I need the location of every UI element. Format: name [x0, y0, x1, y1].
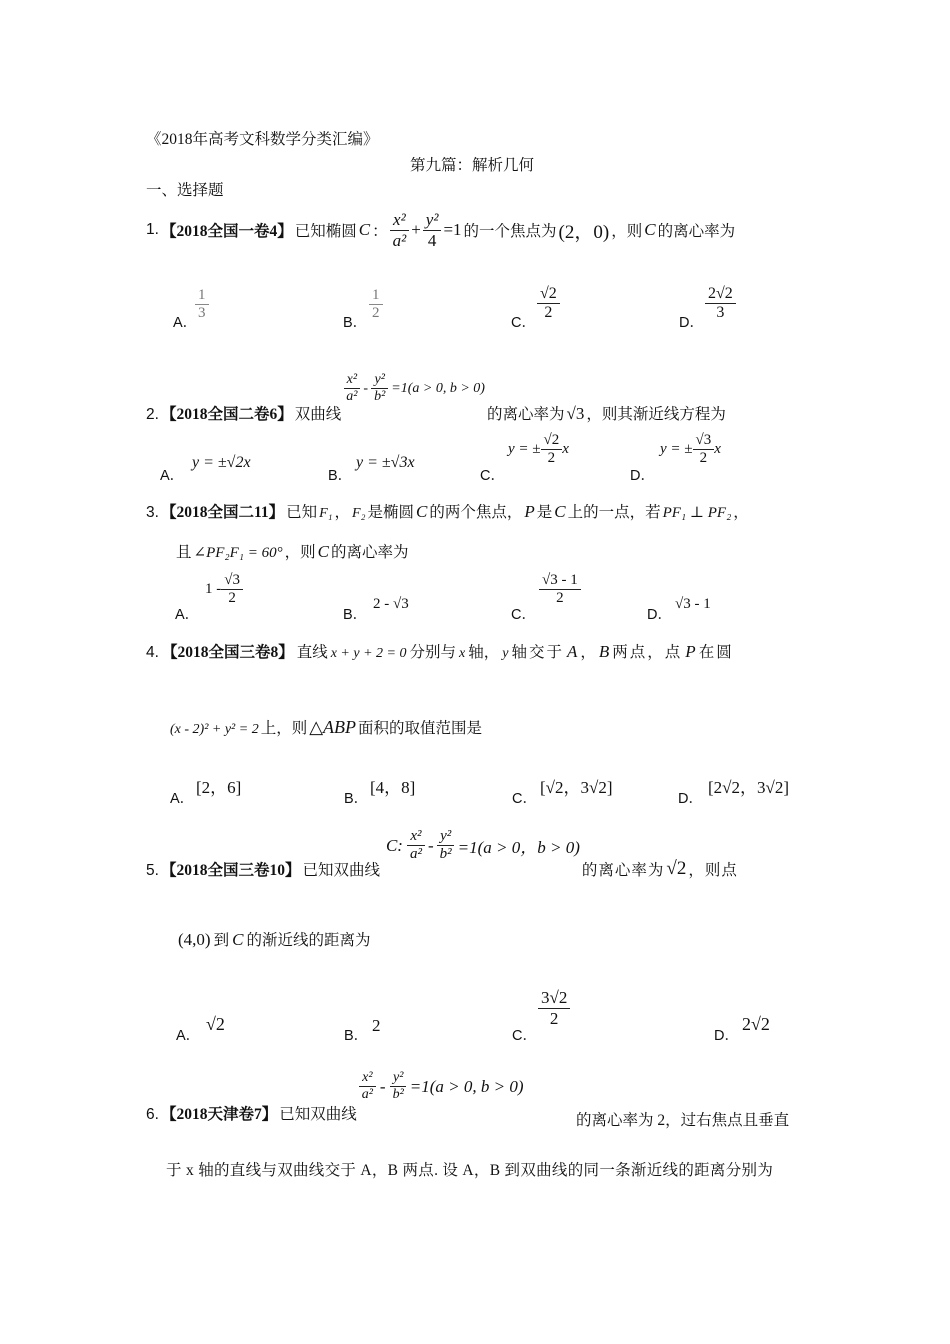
- question-3-line-2: [176, 540, 409, 562]
- q5-minus: -: [427, 835, 434, 855]
- section-title: 一、选择题: [146, 182, 224, 199]
- q2-option-b-value: y = ±√3x: [356, 454, 415, 471]
- q2-c-pre: y = ±: [508, 441, 541, 458]
- q4-option-b-label: B．: [344, 791, 369, 807]
- q2-minus: -: [363, 380, 369, 396]
- q2-frac-x: [343, 372, 360, 405]
- q6-frac-y-num: y²: [390, 1070, 406, 1087]
- q6-text-2: 的离心率为 2，过右焦点且垂直: [576, 1112, 790, 1129]
- q2-c-frac: [541, 432, 563, 468]
- q4-text-5: ，: [580, 644, 596, 661]
- q1-colon: ：: [372, 223, 388, 240]
- q3-a-frac: [221, 572, 243, 608]
- q3-option-a-value: [205, 572, 243, 608]
- q4-text-4: 轴交于: [511, 644, 564, 661]
- q1-frac-x-den: a²: [392, 230, 407, 250]
- q3-source: 【2018全国二11】: [160, 504, 285, 521]
- q2-condition: =1(a > 0, b > 0): [391, 380, 485, 396]
- q4-y: y: [502, 646, 509, 661]
- q4-option-d-label: D．: [678, 791, 703, 807]
- q6-equation: [359, 1070, 524, 1103]
- q3-p: P: [524, 502, 535, 521]
- q5-text-5: 的渐近线的距离为: [246, 932, 371, 949]
- q6-frac-x-num: x²: [359, 1070, 375, 1087]
- q3-text-7: ，则: [284, 544, 316, 561]
- q3-option-d-value: √3 - 1: [675, 596, 711, 612]
- q5-frac-y-num: y²: [437, 828, 454, 846]
- q3-c-num: √3 - 1: [539, 572, 581, 590]
- q1-equals: =1: [443, 220, 462, 239]
- q6-source: 【2018天津卷7】: [160, 1106, 278, 1123]
- q1-b-den: 2: [372, 305, 380, 322]
- q3-text-1: 已知: [286, 504, 318, 521]
- q5-option-b-label: B．: [344, 1028, 369, 1044]
- q1-option-a-label: A．: [173, 315, 198, 331]
- q5-c-num: 3√2: [538, 988, 570, 1009]
- q3-c2: C: [554, 502, 566, 521]
- q5-option-a-label: A．: [176, 1028, 201, 1044]
- q3-c-den: 2: [556, 590, 564, 607]
- q2-c-post: x: [562, 441, 569, 458]
- q1-d-den: 3: [716, 304, 725, 322]
- q4-a: A: [566, 642, 578, 661]
- q3-number: 3.: [146, 504, 159, 521]
- q1-c-num: √2: [537, 285, 560, 304]
- q3-c3: C: [317, 542, 329, 561]
- q3-text-4: 是: [536, 504, 553, 521]
- q2-frac-x-num: x²: [344, 372, 360, 389]
- q2-d-frac: [693, 432, 715, 468]
- q3-option-b-label: B．: [343, 607, 368, 623]
- chapter-title: 第九篇：解析几何: [410, 157, 535, 174]
- q5-source: 【2018全国三卷10】: [160, 862, 301, 879]
- q1-option-d-value: [705, 285, 736, 323]
- q4-b: B: [598, 642, 610, 661]
- q4-option-a-value: [2，6]: [196, 778, 242, 797]
- q6-line-2: 于 x 轴的直线与双曲线交于 A，B 两点. 设 A，B 到双曲线的同一条渐近线的距离分别为: [166, 1162, 774, 1179]
- q4-text-2: 分别与: [409, 644, 457, 661]
- q1-curve-name-2: C: [644, 220, 656, 239]
- q1-b-num: 1: [369, 287, 383, 305]
- q4-text-8: 上，则: [260, 720, 308, 737]
- q5-frac-x-den: a²: [409, 846, 422, 863]
- q5-condition: =1(a > 0，b > 0): [457, 838, 580, 858]
- q2-d-pre: y = ±: [660, 441, 693, 458]
- q5-text-3: ，则点: [688, 862, 738, 879]
- q4-text-6: 两点，点: [612, 644, 683, 661]
- q1-option-b-value: [369, 287, 383, 323]
- q1-option-a-value: [195, 287, 209, 323]
- question-4-line-2: [170, 716, 482, 738]
- q4-x: x: [459, 646, 466, 661]
- q1-options: [173, 285, 813, 337]
- q4-text-9: 面积的取值范围是: [358, 720, 483, 737]
- q1-source: 【2018全国一卷4】: [160, 223, 293, 240]
- q1-option-d-label: D．: [679, 315, 704, 331]
- q5-c-den: 2: [549, 1008, 559, 1028]
- q3-text-6: ，: [733, 504, 749, 521]
- question-2: [146, 372, 726, 432]
- q1-fraction-x: [390, 210, 410, 250]
- q4-source: 【2018全国三卷8】: [161, 644, 294, 661]
- q2-option-d-label: D．: [630, 468, 655, 484]
- q3-option-d-label: D．: [647, 607, 672, 623]
- q4-option-d-value: [2√2，3√2]: [708, 778, 789, 797]
- q6-frac-x: [359, 1070, 376, 1103]
- q5-option-a-value: √2: [206, 1014, 225, 1034]
- book-title: 《2018年高考文科数学分类汇编》: [146, 131, 379, 148]
- q2-d-den: 2: [699, 450, 708, 467]
- question-3: [146, 500, 749, 522]
- q3-c: C: [415, 502, 428, 521]
- q2-text-2: 的离心率为: [486, 406, 565, 423]
- q2-text-1: 双曲线: [294, 406, 342, 423]
- q4-text-7: 在圆: [698, 644, 734, 661]
- q1-frac-y-den: 4: [427, 230, 437, 250]
- q5-option-d-label: D．: [714, 1028, 739, 1044]
- q1-number: 1.: [146, 221, 159, 238]
- q3-text-3: 的两个焦点，: [429, 504, 523, 521]
- q3-option-c-label: C．: [511, 607, 536, 623]
- q1-c-den: 2: [544, 304, 553, 322]
- q5-option-b-value: 2: [372, 1016, 381, 1035]
- q4-triangle: △ABP: [309, 717, 357, 737]
- q1-plus: +: [411, 220, 421, 239]
- q2-frac-y: [371, 372, 388, 405]
- q3-a-num: √3: [221, 572, 243, 590]
- question-5: [146, 828, 738, 886]
- q5-options: [176, 988, 856, 1044]
- q3-a-den: 2: [228, 590, 236, 607]
- q1-option-b-label: B．: [343, 315, 368, 331]
- q2-option-b-label: B．: [328, 468, 353, 484]
- q2-frac-y-num: y²: [371, 372, 387, 389]
- q4-text-3: 轴，: [468, 644, 500, 661]
- q2-equation: [343, 372, 485, 405]
- q4-options: [170, 765, 850, 805]
- q1-text-1: 已知椭圆: [294, 223, 357, 240]
- q2-option-c-label: C．: [480, 468, 505, 484]
- q1-a-num: 1: [195, 287, 209, 305]
- q3-option-a-label: A．: [175, 607, 200, 623]
- q5-option-d-value: 2√2: [742, 1014, 770, 1034]
- q1-text-3: ，则: [611, 223, 643, 240]
- q3-text-5: 上的一点，若: [567, 504, 661, 521]
- q5-point: (4,0): [178, 930, 211, 949]
- q2-option-d-value: [660, 432, 721, 468]
- q3-option-b-value: 2 - √3: [373, 596, 409, 612]
- q3-option-c-value: [539, 572, 581, 608]
- q2-d-post: x: [714, 441, 721, 458]
- q4-option-a-label: A．: [170, 791, 195, 807]
- q5-equation: [386, 828, 580, 864]
- q3-a-pre: 1 -: [205, 581, 222, 598]
- q5-text-4: 到: [213, 932, 230, 949]
- q3-angle: ∠PF₂F₁ = 60°: [193, 545, 283, 561]
- q6-frac-y-den: b²: [392, 1087, 404, 1103]
- q2-frac-y-den: b²: [374, 389, 386, 405]
- q1-fraction-y: [423, 210, 442, 250]
- q1-text-2: 的一个焦点为: [463, 223, 557, 240]
- q3-sep: ，: [334, 504, 351, 521]
- q1-option-c-value: [537, 285, 560, 323]
- q1-text-4: 的离心率为: [657, 223, 736, 240]
- q4-circle: (x - 2)² + y² = 2: [170, 722, 259, 737]
- q4-p: P: [685, 642, 696, 661]
- question-6: [146, 1066, 524, 1126]
- q1-a-den: 3: [198, 305, 206, 322]
- q5-frac-x: [407, 828, 425, 864]
- q2-text-3: ，则其渐近线方程为: [586, 406, 726, 423]
- q6-frac-x-den: a²: [361, 1087, 373, 1103]
- question-1: [146, 200, 735, 260]
- q3-f2: F₂: [352, 506, 366, 521]
- q3-text-8: 的离心率为: [330, 544, 409, 561]
- q6-condition: =1(a > 0, b > 0): [409, 1076, 524, 1096]
- q4-option-c-label: C．: [512, 791, 537, 807]
- q2-option-a-value: y = ±√2x: [192, 454, 251, 471]
- q5-option-c-value: [538, 988, 570, 1028]
- q2-options: [160, 430, 840, 484]
- q2-ecc: √3: [566, 404, 585, 423]
- q5-frac-y: [437, 828, 455, 864]
- q1-d-num: 2√2: [705, 285, 736, 304]
- q3-f1: F₁: [319, 506, 333, 521]
- q2-c-num: √2: [541, 432, 563, 450]
- q5-c-pre: C:: [385, 835, 403, 855]
- q4-option-b-value: [4，8]: [370, 778, 416, 797]
- q2-c-den: 2: [547, 450, 556, 467]
- q1-point: (2，0): [558, 221, 610, 243]
- q5-option-c-label: C．: [512, 1028, 537, 1044]
- q5-text-1: 已知双曲线: [302, 862, 380, 879]
- q2-frac-x-den: a²: [346, 389, 358, 405]
- q3-line2-pre: 且: [176, 544, 192, 561]
- q6-number: 6.: [146, 1106, 159, 1123]
- q5-number: 5.: [146, 862, 159, 879]
- q3-perp: PF₁ ⊥ PF₂: [662, 505, 732, 521]
- q1-option-c-label: C．: [511, 315, 536, 331]
- q1-frac-x-num: x²: [390, 210, 409, 231]
- q5-text-2: 的离心率为: [581, 862, 665, 879]
- q2-source: 【2018全国二卷6】: [160, 406, 293, 423]
- q1-frac-y-num: y²: [423, 210, 442, 231]
- q2-option-c-value: [508, 432, 569, 468]
- q6-text-1: 已知双曲线: [279, 1106, 357, 1123]
- q4-number: 4.: [146, 644, 159, 661]
- q6-frac-y: [390, 1070, 407, 1103]
- q4-line-eq: x + y + 2 = 0: [330, 646, 407, 661]
- q1-curve-name: C: [358, 220, 371, 239]
- q5-ecc: √2: [666, 858, 687, 879]
- q5-frac-x-num: x²: [407, 828, 424, 846]
- question-4: [146, 640, 734, 662]
- q5-c: C: [232, 930, 244, 949]
- q4-text-1: 直线: [296, 644, 328, 661]
- q2-number: 2.: [146, 406, 159, 423]
- q2-d-num: √3: [693, 432, 715, 450]
- q6-minus: -: [379, 1076, 386, 1096]
- q3-text-2: 是椭圆: [367, 504, 414, 521]
- q3-options: [175, 570, 855, 625]
- q5-frac-y-den: b²: [439, 846, 452, 863]
- question-5-line-2: [178, 928, 370, 950]
- q2-option-a-label: A．: [160, 468, 185, 484]
- q4-option-c-value: [√2，3√2]: [540, 778, 613, 797]
